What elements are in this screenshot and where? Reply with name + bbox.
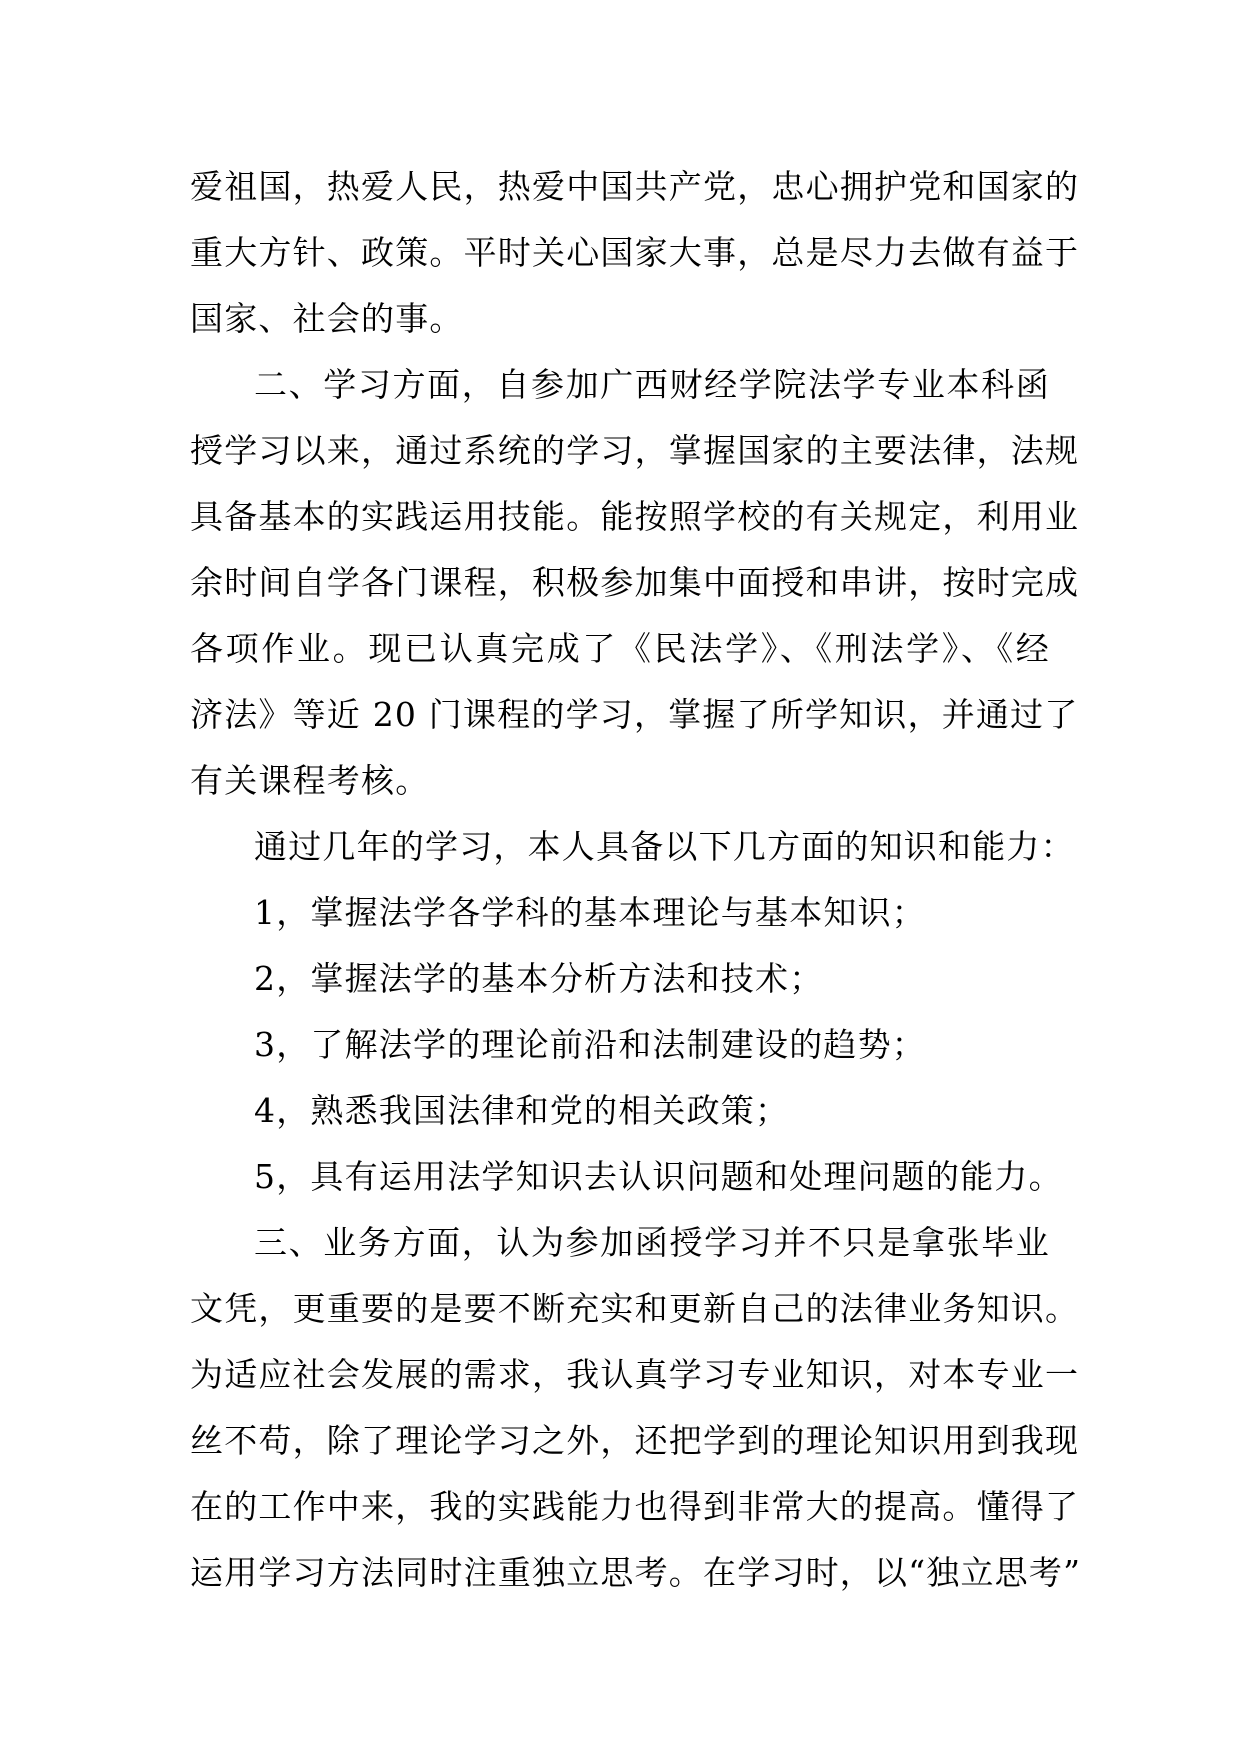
list-item: 5，具有运用法学知识去认识问题和处理问题的能力。 [254,1157,1063,1196]
paragraph-heading-line: 二、学习方面，自参加广西财经学院法学专业本科函 [254,365,1050,404]
text-line: 具备基本的实践运用技能。能按照学校的有关规定，利用业 [190,497,1080,536]
list-item: 1，掌握法学各学科的基本理论与基本知识； [254,893,926,932]
text-line: 丝不苟，除了理论学习之外，还把学到的理论知识用到我现 [190,1421,1080,1460]
list-intro: 通过几年的学习，本人具备以下几方面的知识和能力： [254,827,1075,866]
list-item: 3，了解法学的理论前沿和法制建设的趋势； [254,1025,926,1064]
text-line: 有关课程考核。 [190,761,430,800]
text-line: 为适应社会发展的需求，我认真学习专业知识，对本专业一 [190,1355,1080,1394]
text-line: 余时间自学各门课程，积极参加集中面授和串讲，按时完成 [190,563,1080,602]
paragraph-heading-line: 三、业务方面，认为参加函授学习并不只是拿张毕业 [254,1223,1050,1262]
text-line: 文凭，更重要的是要不断充实和更新自己的法律业务知识。 [190,1289,1080,1328]
text-line: 爱祖国，热爱人民，热爱中国共产党，忠心拥护党和国家的 [190,167,1080,206]
list-item: 4，熟悉我国法律和党的相关政策； [254,1091,790,1130]
text-line: 在的工作中来，我的实践能力也得到非常大的提高。懂得了 [190,1487,1080,1526]
text-line: 各项作业。现已认真完成了《民法学》、《刑法学》、《经 [190,629,1050,668]
text-line: 济法》等近 20 门课程的学习，掌握了所学知识，并通过了 [190,695,1079,734]
text-line: 运用学习方法同时注重独立思考。在学习时，以“独立思考” [190,1553,1082,1592]
text-line: 国家、社会的事。 [190,299,464,338]
list-item: 2，掌握法学的基本分析方法和技术； [254,959,824,998]
text-line: 授学习以来，通过系统的学习，掌握国家的主要法律，法规 [190,431,1080,470]
text-line: 重大方针、政策。平时关心国家大事，总是尽力去做有益于 [190,233,1080,272]
